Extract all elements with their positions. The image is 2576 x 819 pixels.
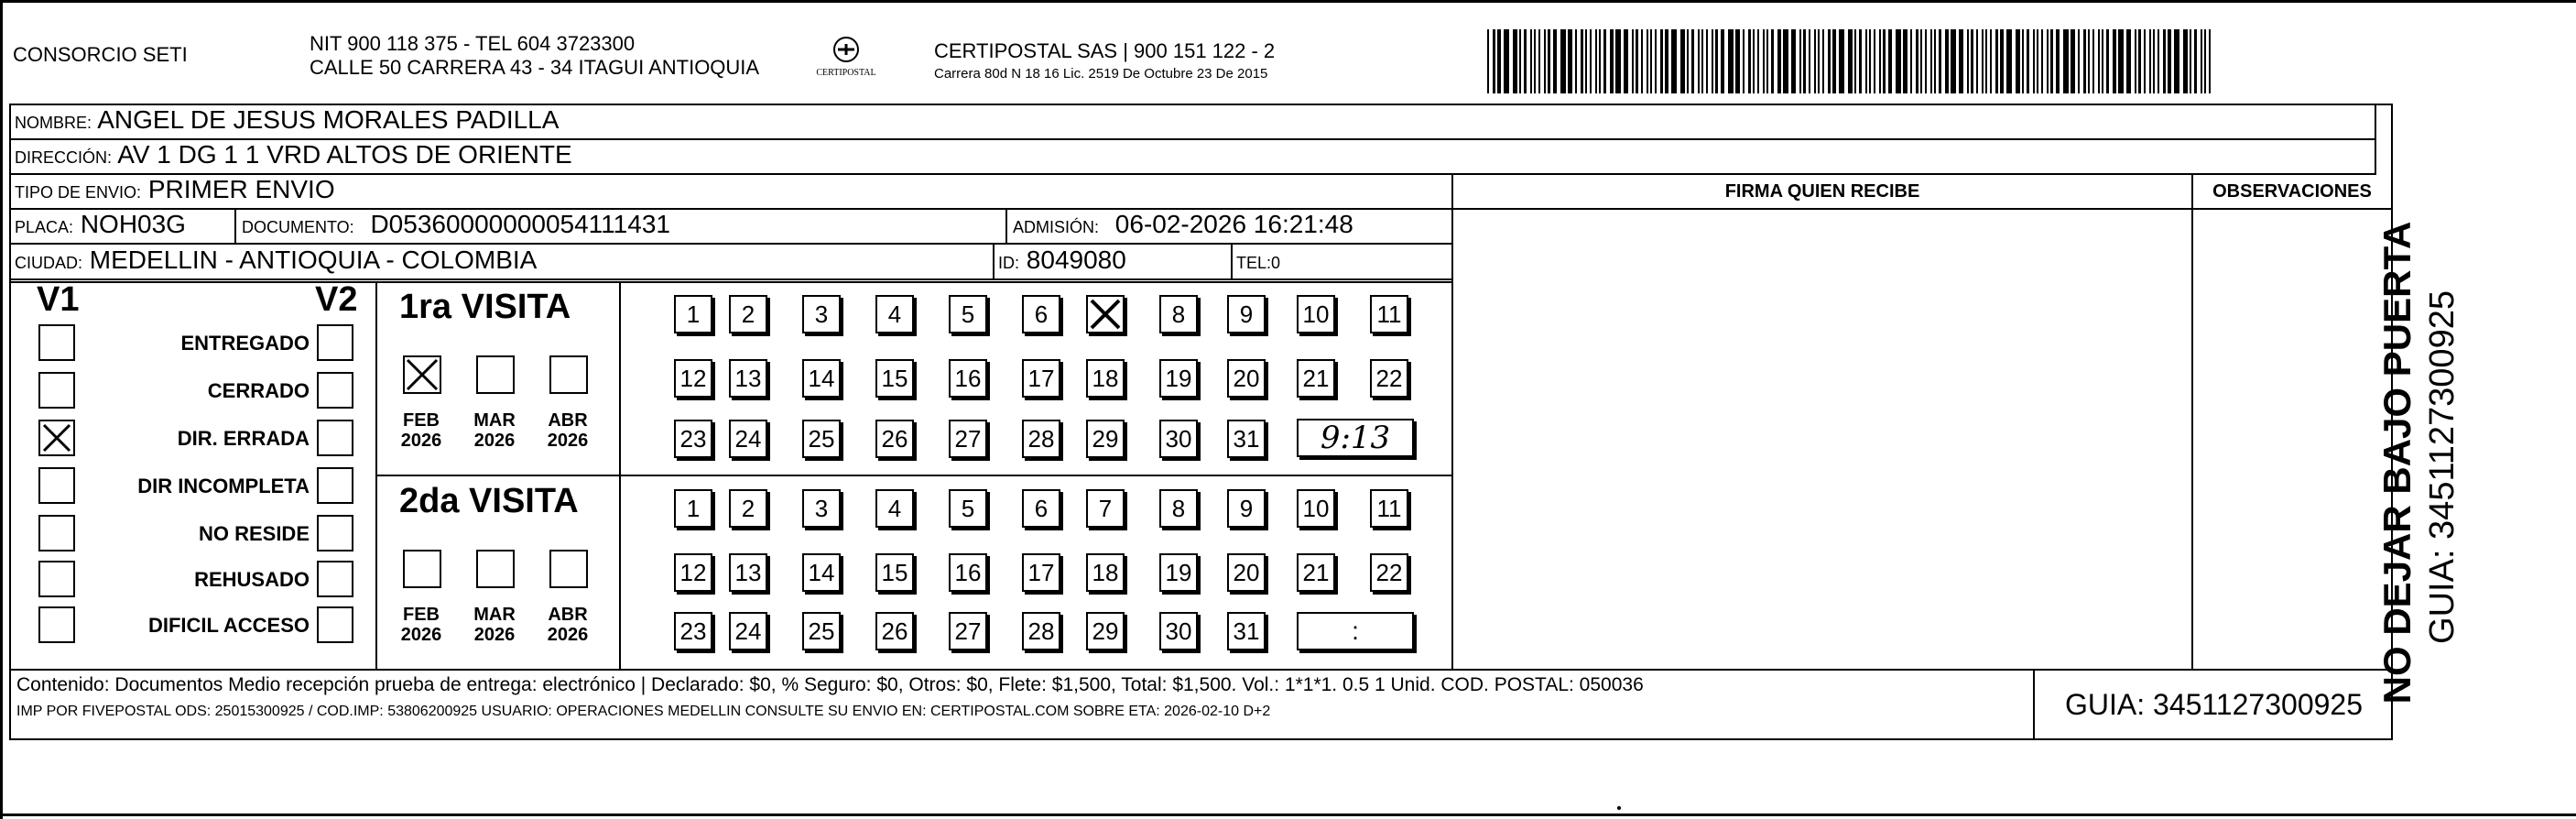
barcode-bar <box>2118 29 2124 93</box>
barcode-bar <box>1865 29 1867 93</box>
day-box[interactable]: 3 <box>802 295 841 333</box>
barcode-bar <box>1874 29 1875 93</box>
day-box[interactable]: 2 <box>729 489 767 528</box>
id-label: ID: <box>998 254 1020 272</box>
barcode-bar <box>1753 29 1755 93</box>
barcode-bar <box>1665 29 1668 93</box>
state-label: CERRADO <box>207 379 310 402</box>
barcode-bar <box>2050 29 2053 93</box>
day-box[interactable]: 24 <box>729 612 767 650</box>
v2-checkbox[interactable] <box>317 372 353 409</box>
row-line-right <box>1451 208 2393 210</box>
day-box[interactable]: 8 <box>1159 295 1198 333</box>
day-box[interactable]: 27 <box>949 612 987 650</box>
day-box[interactable]: 25 <box>802 612 841 650</box>
documento-label: DOCUMENTO: <box>242 218 354 236</box>
day-box[interactable]: 7 <box>1086 489 1125 528</box>
barcode-bar <box>1735 29 1740 93</box>
barcode-bar <box>2126 29 2131 93</box>
v2-checkbox[interactable] <box>317 420 353 456</box>
barcode-bar <box>2113 29 2116 93</box>
barcode-bar <box>1701 29 1703 93</box>
barcode-bar <box>1698 29 1700 93</box>
barcode-bar <box>1910 29 1912 93</box>
check-x-icon <box>1088 297 1123 332</box>
v2-checkbox[interactable] <box>317 515 353 551</box>
barcode-bar <box>2190 29 2191 93</box>
day-box[interactable]: 15 <box>875 359 914 398</box>
day-box[interactable]: 5 <box>949 295 987 333</box>
direccion-label: DIRECCIÓN: <box>15 148 113 167</box>
day-box[interactable]: 14 <box>802 359 841 398</box>
barcode-bar <box>1636 29 1638 93</box>
day-box[interactable]: 22 <box>1370 553 1408 592</box>
guia-box <box>2033 669 2393 740</box>
day-box[interactable]: 11 <box>1370 295 1408 333</box>
check-x-icon <box>40 421 73 454</box>
barcode-bar <box>1803 29 1806 93</box>
barcode-bar <box>2102 29 2103 93</box>
tipo-row <box>15 175 335 204</box>
tipo-value: PRIMER ENVIO <box>147 175 335 203</box>
barcode-bar <box>1568 29 1572 93</box>
month-checkbox[interactable] <box>476 355 515 394</box>
barcode-bar <box>1951 29 1956 93</box>
barcode-bar <box>1513 29 1517 93</box>
day-box[interactable]: 30 <box>1159 420 1198 458</box>
barcode-bar <box>2149 29 2151 93</box>
barcode-bar <box>1925 29 1927 93</box>
day-box[interactable]: 4 <box>875 489 914 528</box>
day-box[interactable]: 10 <box>1297 295 1335 333</box>
barcode-bar <box>1687 29 1689 93</box>
certipostal-logo <box>810 35 883 81</box>
side-guia: GUIA: 3451127300925 <box>2423 290 2462 644</box>
id-cell <box>998 246 1126 275</box>
barcode-bar <box>1585 29 1587 93</box>
day-box[interactable]: 17 <box>1022 553 1060 592</box>
day-box[interactable]: 24 <box>729 420 767 458</box>
day-box[interactable]: 18 <box>1086 553 1125 592</box>
barcode-bar <box>1777 29 1781 93</box>
check-x-icon <box>405 357 440 392</box>
day-box[interactable]: 31 <box>1227 420 1266 458</box>
barcode-bar <box>1930 29 1932 93</box>
direccion-row <box>15 140 572 169</box>
barcode-bar <box>2168 29 2171 93</box>
day-box[interactable]: 11 <box>1370 489 1408 528</box>
barcode-bar <box>1504 29 1509 93</box>
barcode-bar <box>1590 29 1592 93</box>
barcode-bar <box>1896 29 1901 93</box>
barcode-bar <box>2153 29 2155 93</box>
barcode-bar <box>1854 29 1856 93</box>
barcode-bar <box>2041 29 2043 93</box>
barcode-bar <box>2083 29 2086 93</box>
barcode-bar <box>1822 29 1824 93</box>
barcode-bar <box>1715 29 1718 93</box>
day-box[interactable]: 22 <box>1370 359 1408 398</box>
month-label: ABR 2026 <box>547 410 589 451</box>
admision-label: ADMISIÓN: <box>1013 218 1100 236</box>
ciudad-label: CIUDAD: <box>15 254 83 272</box>
month-label: MAR 2026 <box>473 410 516 451</box>
side-no-dejar: NO DEJAR BAJO PUERTA <box>2375 221 2418 704</box>
day-box[interactable]: 18 <box>1086 359 1125 398</box>
day-box[interactable]: 8 <box>1159 489 1198 528</box>
barcode-bar <box>1524 29 1527 93</box>
month-checkbox[interactable] <box>403 550 441 588</box>
month-checkbox[interactable] <box>549 550 588 588</box>
day-box[interactable]: 29 <box>1086 612 1125 650</box>
day-box[interactable]: 20 <box>1227 553 1266 592</box>
visit-divider <box>375 475 1451 476</box>
month-label: MAR 2026 <box>473 605 516 645</box>
barcode-bar <box>1660 29 1663 93</box>
bottom-border <box>0 814 2576 816</box>
v2-checkbox[interactable] <box>317 561 353 597</box>
barcode-bar <box>1771 29 1774 93</box>
state-label: REHUSADO <box>194 568 310 591</box>
barcode-bar <box>1990 29 1992 93</box>
day-box[interactable]: 13 <box>729 553 767 592</box>
barcode-bar <box>2037 29 2038 93</box>
barcode-bar <box>1655 29 1657 93</box>
documento-cell <box>242 210 670 239</box>
v1-checkbox[interactable] <box>38 606 75 643</box>
barcode-bar <box>1534 29 1536 93</box>
barcode-bar <box>1530 29 1532 93</box>
barcode-bar <box>2027 29 2029 93</box>
barcode-bar <box>2138 29 2141 93</box>
barcode-bar <box>2000 29 2004 93</box>
first-visit-title: 1ra VISITA <box>399 288 571 326</box>
barcode-bar <box>1595 29 1597 93</box>
state-label: DIR INCOMPLETA <box>137 475 310 497</box>
day-box[interactable]: 1 <box>674 295 712 333</box>
observaciones-header: OBSERVACIONES <box>2212 181 2372 202</box>
barcode-bar <box>1548 29 1550 93</box>
barcode-bar <box>1763 29 1765 93</box>
barcode-bar <box>2158 29 2159 93</box>
tel-value: 0 <box>1271 254 1281 272</box>
second-time-value: : <box>1352 617 1359 645</box>
barcode-bar <box>2063 29 2069 93</box>
barcode-bar <box>2047 29 2049 93</box>
first-time-box[interactable] <box>1297 419 1414 457</box>
barcode-bar <box>1869 29 1871 93</box>
v2-checkbox[interactable] <box>317 324 353 361</box>
day-box[interactable]: 2 <box>729 295 767 333</box>
barcode-bar <box>2174 29 2179 93</box>
state-label: NO RESIDE <box>198 522 310 545</box>
barcode-bar <box>1538 29 1540 93</box>
day-box[interactable]: 28 <box>1022 420 1060 458</box>
day-box[interactable]: 29 <box>1086 420 1125 458</box>
admision-divider <box>1005 208 1007 243</box>
barcode-bar <box>1809 29 1810 93</box>
barcode-bar <box>1748 29 1751 93</box>
v2-checkbox[interactable] <box>317 467 353 504</box>
v2-label: V2 <box>315 280 358 319</box>
barcode-bar <box>1610 29 1614 93</box>
v1-checkbox[interactable] <box>38 467 75 504</box>
day-box[interactable]: 1 <box>674 489 712 528</box>
month-label: FEB 2026 <box>400 410 442 451</box>
barcode-bar <box>1791 29 1796 93</box>
v1-checkbox[interactable] <box>38 561 75 597</box>
barcode-bar <box>1624 29 1628 93</box>
day-box[interactable]: 20 <box>1227 359 1266 398</box>
barcode-bar <box>1743 29 1745 93</box>
state-label: DIR. ERRADA <box>177 427 310 450</box>
day-box[interactable]: 23 <box>674 612 712 650</box>
company-name: CONSORCIO SETI <box>13 43 188 66</box>
day-box[interactable]: 13 <box>729 359 767 398</box>
barcode-bar <box>1647 29 1648 93</box>
barcode-bar <box>1888 29 1892 93</box>
barcode-bar <box>1903 29 1908 93</box>
col-line-obs <box>2191 173 2193 669</box>
day-box[interactable]: 16 <box>949 553 987 592</box>
barcode-bar <box>2071 29 2075 93</box>
barcode-bar <box>1691 29 1694 93</box>
tipo-label: TIPO DE ENVIO: <box>15 183 142 202</box>
day-box[interactable]: 26 <box>875 612 914 650</box>
barcode-bar <box>1967 29 1969 93</box>
barcode-bar <box>1497 29 1501 93</box>
barcode-bar <box>2209 29 2211 93</box>
day-box[interactable]: 27 <box>949 420 987 458</box>
day-box[interactable]: 21 <box>1297 553 1335 592</box>
nombre-value: ANGEL DE JESUS MORALES PADILLA <box>97 105 560 134</box>
barcode-bar <box>1945 29 1949 93</box>
day-box[interactable] <box>1086 295 1125 333</box>
carrier-line: CERTIPOSTAL SAS | 900 151 122 - 2 <box>934 39 1276 62</box>
admision-value: 06-02-2026 16:21:48 <box>1114 210 1353 238</box>
day-box[interactable]: 31 <box>1227 612 1266 650</box>
barcode-bar <box>1971 29 1973 93</box>
barcode-bar <box>2088 29 2090 93</box>
placa-cell <box>15 210 186 239</box>
col-line-firma <box>1451 173 1453 669</box>
placa-label: PLACA: <box>15 218 74 236</box>
second-visit-title: 2da VISITA <box>399 482 579 520</box>
day-box[interactable]: 9 <box>1227 295 1266 333</box>
barcode-bar <box>1783 29 1788 93</box>
row-line-5 <box>9 278 1451 280</box>
placa-divider <box>234 208 236 243</box>
license-line: Carrera 80d N 18 16 Lic. 2519 De Octubre 23 De 2015 <box>934 66 1268 82</box>
v1-checkbox[interactable] <box>38 324 75 361</box>
barcode-bar <box>1641 29 1643 93</box>
barcode-bar <box>1814 29 1816 93</box>
row-line-4 <box>9 243 1451 245</box>
barcode-bar <box>1799 29 1801 93</box>
barcode-bar <box>1916 29 1918 93</box>
nombre-label: NOMBRE: <box>15 114 92 132</box>
barcode-bar <box>2144 29 2146 93</box>
day-box[interactable]: 3 <box>802 489 841 528</box>
barcode-bar <box>1650 29 1652 93</box>
barcode-bar <box>1766 29 1768 93</box>
admision-cell <box>1013 210 1353 239</box>
v1-checkbox[interactable] <box>38 420 75 456</box>
first-time-value: 9:13 <box>1320 420 1391 456</box>
barcode-bar <box>1818 29 1820 93</box>
footer-line-2: IMP POR FIVEPOSTAL ODS: 25015300925 / COD.IMP: 53806200925 USUARIO: OPERACIONES MEDELLIN CONSULTE SU ENVIO EN: CERTIPOSTAL.COM SOBRE ETA: 2026-02-10 D+2 <box>16 704 1271 719</box>
nombre-row <box>15 105 559 135</box>
day-box[interactable]: 26 <box>875 420 914 458</box>
barcode-bar <box>1519 29 1521 93</box>
day-box[interactable]: 4 <box>875 295 914 333</box>
tel-cell <box>1236 246 1280 275</box>
barcode-bar <box>1934 29 1936 93</box>
ciudad-cell <box>15 246 537 275</box>
barcode-bar <box>1706 29 1708 93</box>
barcode-bar <box>1560 29 1566 93</box>
left-border <box>0 0 3 819</box>
barcode-bar <box>1828 29 1831 93</box>
day-box[interactable]: 16 <box>949 359 987 398</box>
barcode-bar <box>1939 29 1941 93</box>
day-box[interactable]: 17 <box>1022 359 1060 398</box>
firma-header: FIRMA QUIEN RECIBE <box>1724 181 1920 202</box>
id-value: 8049080 <box>1026 246 1126 274</box>
barcode-bar <box>2204 29 2206 93</box>
barcode-bar <box>1553 29 1557 93</box>
day-box[interactable]: 14 <box>802 553 841 592</box>
barcode-bar <box>1839 29 1844 93</box>
barcode-bar <box>1832 29 1836 93</box>
barcode-bar <box>2078 29 2080 93</box>
row-line-2 <box>9 173 2375 175</box>
day-box[interactable]: 12 <box>674 553 712 592</box>
direccion-value: AV 1 DG 1 1 VRD ALTOS DE ORIENTE <box>117 140 572 169</box>
barcode-bar <box>1632 29 1634 93</box>
state-label: ENTREGADO <box>180 332 310 355</box>
v2-checkbox[interactable] <box>317 606 353 643</box>
barcode-bar <box>1859 29 1862 93</box>
day-box[interactable]: 12 <box>674 359 712 398</box>
barcode-bar <box>2016 29 2020 93</box>
tel-divider <box>1231 243 1233 279</box>
barcode-bar <box>2201 29 2202 93</box>
day-box[interactable]: 28 <box>1022 612 1060 650</box>
barcode-bar <box>2092 29 2094 93</box>
barcode-bar <box>1728 29 1734 93</box>
day-box[interactable]: 15 <box>875 553 914 592</box>
barcode-bar <box>2006 29 2012 93</box>
top-border <box>0 0 2576 3</box>
barcode-bar <box>2194 29 2197 93</box>
v1-checkbox[interactable] <box>38 515 75 551</box>
tel-label: TEL: <box>1236 254 1272 272</box>
day-box[interactable]: 23 <box>674 420 712 458</box>
barcode-bar <box>1757 29 1759 93</box>
barcode-bar <box>1995 29 1998 93</box>
footer-line-1: Contenido: Documentos Medio recepción prueba de entrega: electrónico | Declarado: $0, % Seguro: $0, Otros: $0, Flete: $1,500, Total: $1,500. Vol.: 1*1*1. 0.5 1 Unid. COD. POSTAL: 050036 <box>16 674 1644 695</box>
barcode-bar <box>1575 29 1577 93</box>
barcode-bar <box>2033 29 2035 93</box>
barcode-bar <box>1615 29 1621 93</box>
month-label: ABR 2026 <box>547 605 589 645</box>
barcode-bar <box>2106 29 2109 93</box>
placa-value: NOH03G <box>80 210 186 238</box>
barcode-bar <box>1848 29 1853 93</box>
day-box[interactable]: 10 <box>1297 489 1335 528</box>
nit-line: NIT 900 118 375 - TEL 604 3723300 <box>310 32 636 55</box>
state-label: DIFICIL ACCESO <box>147 614 310 637</box>
day-box[interactable]: 25 <box>802 420 841 458</box>
ciudad-value: MEDELLIN - ANTIOQUIA - COLOMBIA <box>89 246 538 274</box>
barcode-bar <box>1599 29 1601 93</box>
address-line: CALLE 50 CARRERA 43 - 34 ITAGUI ANTIOQUIA <box>310 56 760 79</box>
v1-checkbox[interactable] <box>38 372 75 409</box>
barcode-bar <box>1603 29 1606 93</box>
documento-value: D05360000000054111431 <box>370 210 670 238</box>
barcode-bar <box>1721 29 1724 93</box>
day-box[interactable]: 6 <box>1022 489 1060 528</box>
day-box[interactable]: 19 <box>1159 359 1198 398</box>
barcode-bar <box>1976 29 1978 93</box>
barcode-bar <box>2098 29 2100 93</box>
month-checkbox[interactable] <box>549 355 588 394</box>
barcode-bar <box>1879 29 1881 93</box>
day-box[interactable]: 21 <box>1297 359 1335 398</box>
row-line-6 <box>9 281 1451 283</box>
barcode-bar <box>2022 29 2024 93</box>
barcode-bar <box>1671 29 1677 93</box>
month-checkbox[interactable] <box>403 355 441 394</box>
day-box[interactable]: 30 <box>1159 612 1198 650</box>
day-box[interactable]: 19 <box>1159 553 1198 592</box>
barcode-bar <box>1581 29 1583 93</box>
barcode-bar <box>2135 29 2136 93</box>
barcode-bar <box>1487 29 1489 93</box>
month-checkbox[interactable] <box>476 550 515 588</box>
v1-label: V1 <box>37 280 80 319</box>
stray-dot <box>1617 806 1621 810</box>
day-box[interactable]: 5 <box>949 489 987 528</box>
barcode-bar <box>1985 29 1987 93</box>
barcode-bar <box>1680 29 1685 93</box>
barcode-bar <box>1883 29 1886 93</box>
barcode-bar <box>1982 29 1984 93</box>
barcode <box>1487 29 2220 93</box>
second-time-box[interactable] <box>1297 612 1414 650</box>
svg-text:CERTIPOSTAL: CERTIPOSTAL <box>816 68 876 78</box>
guia-box-value: GUIA: 3451127300925 <box>2065 688 2363 721</box>
barcode-bar <box>1712 29 1713 93</box>
barcode-bar <box>2056 29 2060 93</box>
barcode-bar <box>1920 29 1922 93</box>
barcode-bar <box>2163 29 2166 93</box>
id-divider <box>993 243 995 279</box>
month-label: FEB 2026 <box>400 605 442 645</box>
barcode-bar <box>1544 29 1546 93</box>
barcode-bar <box>1493 29 1495 93</box>
day-box[interactable]: 9 <box>1227 489 1266 528</box>
barcode-bar <box>1959 29 1963 93</box>
day-box[interactable]: 6 <box>1022 295 1060 333</box>
barcode-bar <box>2183 29 2188 93</box>
